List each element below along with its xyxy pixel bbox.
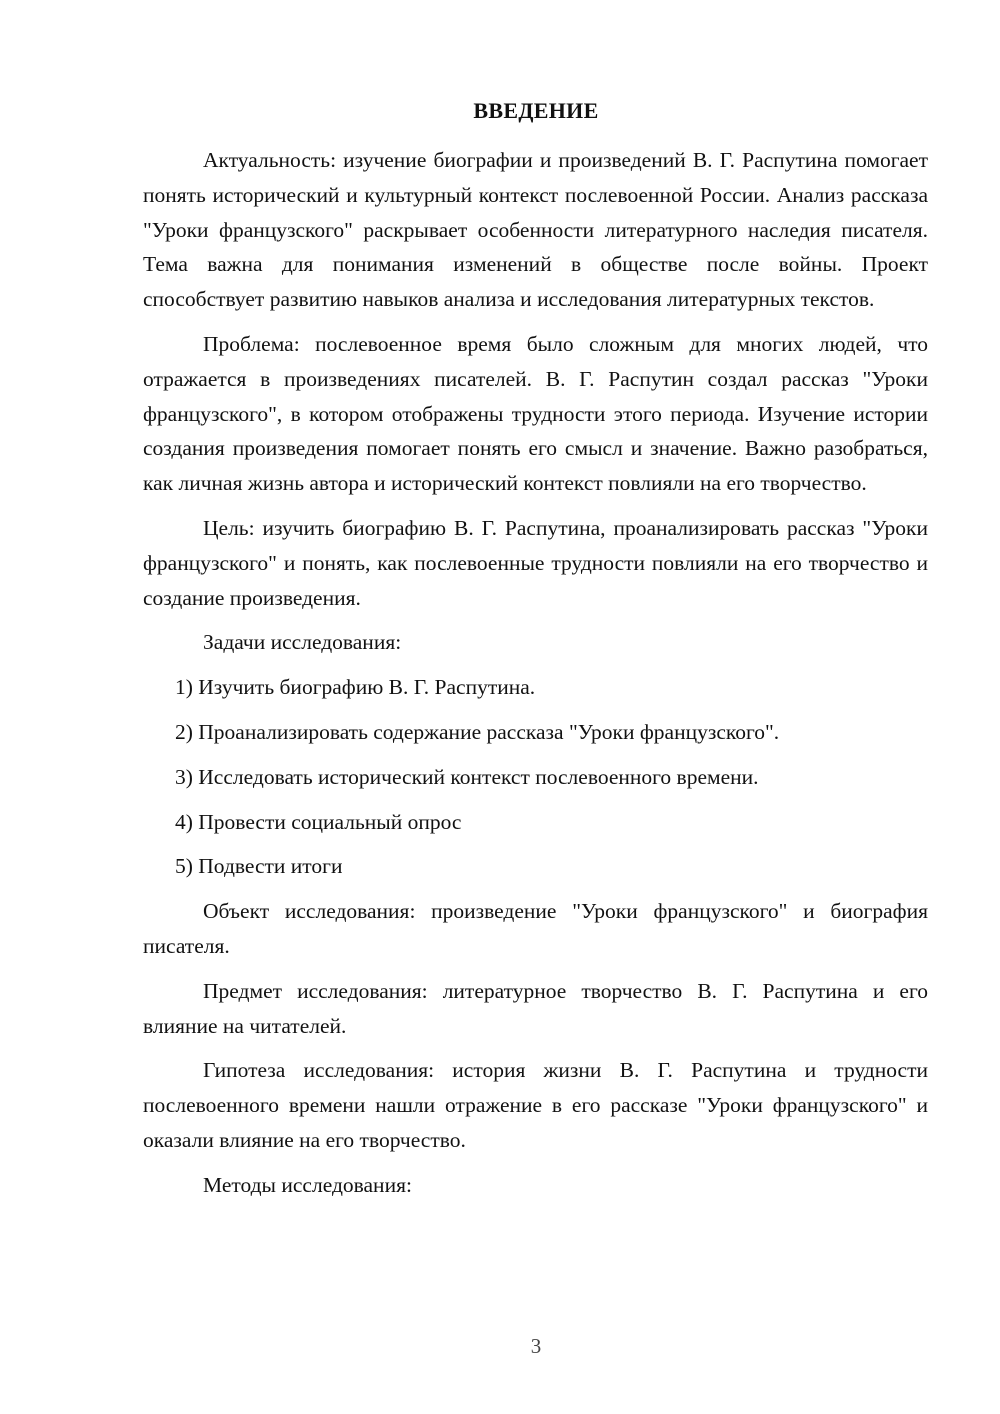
task-item: 5) Подвести итоги <box>175 854 343 879</box>
subject-paragraph: Предмет исследования: литературное творчество В. Г. Распутина и его влияние на читателей. <box>143 978 928 1038</box>
relevance-paragraph: Актуальность: изучение биографии и произведений В. Г. Распутина помогает понять исторический и культурный контекст послевоенной России. Анализ рассказа "Уроки французского" раскрывает особенности литературного наследия писателя. Тема важна для понимания изменений в обществе после войны. Проект способствует развитию навыков анализа и исследования литературных текстов. <box>143 148 928 312</box>
goal-paragraph: Цель: изучить биографию В. Г. Распутина, проанализировать рассказ "Уроки французского" и понять, как послевоенные трудности повлияли на его творчество и создание произведения. <box>143 515 928 610</box>
object-paragraph: Объект исследования: произведение "Уроки французского" и биография писателя. <box>143 899 928 958</box>
hypothesis-paragraph: Гипотеза исследования: история жизни В. Г. Распутина и трудности послевоенного времени нашли отражение в его рассказе "Уроки французского" и оказали влияние на его творчество. <box>143 1058 928 1152</box>
problem-paragraph: Проблема: послевоенное время было сложным для многих людей, что отражается в произведениях писателей. В. Г. Распутин создал рассказ "Уроки французского", в котором отображены трудности этого периода. Изучение истории создания произведения помогает понять его смысл и значение. Важно разобраться, как личная жизнь автора и исторический контекст повлияли на его творчество. <box>143 331 928 496</box>
task-item: 1) Изучить биографию В. Г. Распутина. <box>175 675 536 700</box>
methods-heading: Методы исследования: <box>203 1172 412 1197</box>
document-body <box>143 143 928 1213</box>
page-title: ВВЕДЕНИЕ <box>473 98 599 123</box>
task-item: 3) Исследовать исторический контекст послевоенного времени. <box>175 764 759 789</box>
page-number: 3 <box>530 1334 542 1358</box>
task-item: 2) Проанализировать содержание рассказа "Уроки французского". <box>175 719 780 744</box>
tasks-heading: Задачи исследования: <box>203 630 402 655</box>
task-item: 4) Провести социальный опрос <box>175 809 462 834</box>
